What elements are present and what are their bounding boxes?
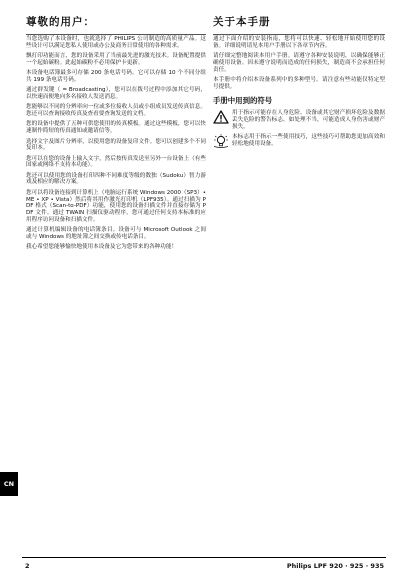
intro-paragraph: 当您选购了本设备时，也就选择了 PHILIPS 公司制造的高质量产品。这些设计可以满足您私人使用或办公及商务日常使用的各种需求。 <box>26 36 206 49</box>
outlook-paragraph: 通过计算机编辑设备的电话簿条目。设备可与 Microsoft Outlook 之间或与 Windows 的地址簿之间交换或传电话条目。 <box>26 227 206 240</box>
language-tab: CN <box>0 472 18 496</box>
light-bulb-tip-icon <box>213 134 229 148</box>
phonebook-paragraph: 本设备电话簿最多可存储 200 条电话号码。它可以存储 10 个不同分组共 199 条电话号码。 <box>26 70 206 83</box>
laser-paragraph: 飘打印功能而言，您的设备采用了当前最先进的激光技术。设备配置提供一个起始碳粉。此起始碳粉不必用保护卡更新。 <box>26 53 206 66</box>
tip-text: 本标志用于指示一些使用技巧，这些技巧可帮助您更加高效和轻松地使用设备。 <box>232 134 385 148</box>
warning-text: 用于指示可能存在人身危险、设备或其它财产损坏危险及数据丢失危险的警告标志。如处理不当，可能造成人身伤害或财产损失。 <box>232 110 385 130</box>
closing-paragraph: 我心希望您能够愉快地使用本设备及它为您带来的各种功能！ <box>26 244 178 251</box>
models-paragraph: 本手册中将介绍本设备系列中的多种型号。请注意有些功能仅特定型号提供。 <box>213 76 385 90</box>
tip-note <box>213 134 385 148</box>
sudoku-paragraph: 您还可以使用您的设备打印四种不同难度等级的数独（Sudoku）智力游戏及相应的解决方案。 <box>26 172 206 186</box>
warning-triangle-icon <box>213 110 229 124</box>
warning-note <box>213 110 385 130</box>
copy-paragraph: 选择文字及图片分辨率，以使用您的设备复印文件。您可以创建多个不同复印本。 <box>26 138 206 152</box>
fax-template-paragraph: 您的设备中提供了五种可供您使用的传真模板。通过这些模板，您可以快速制作简短的传真通知或邀请信等。 <box>26 121 206 135</box>
read-carefully-paragraph: 请仔细完整地阅读本用户手册。请遵守各种安装说明，以确保能够正确使用设备。因未遵守说明而造成的任何损失，制造商不会承担任何责任。 <box>213 53 385 73</box>
footer-rule <box>22 557 386 558</box>
greeting-title: 尊敬的用户： <box>26 16 95 28</box>
fax-resolution-paragraph: 您能够以不同的分辨率向一位或多位接收人员或小组成员发送传真信息。您还可以查询接收传真及查看要查询发送的文档。 <box>26 104 206 118</box>
text-fax-paragraph: 您可以在您的设备上输入文字，然后按传真发送至另外一台设备上（有些国家或网络不支持本功能）。 <box>26 155 206 169</box>
symbols-heading: 手册中用到的符号 <box>213 96 273 106</box>
right-column <box>213 14 385 152</box>
page-number: 2 <box>25 562 30 570</box>
broadcast-paragraph: 通过群发键（ = Broadcasting），您可以在拨号过程中添加其它号码，以快速而便地向多名接收人发送消息。 <box>26 87 206 100</box>
guide-paragraph: 通过下面介绍的安装指南，您将可以快速、轻松地开始使用您的设备。详细说明请见本用户手册以下各章节内容。 <box>213 36 385 49</box>
model-name: Philips LPF 920 · 925 · 935 <box>286 562 384 570</box>
left-column <box>26 14 206 255</box>
computer-paragraph: 您可以将设备连接到计算机上（电脑运行系统 Windows 2000（SP3）• ME • XP • Vista）然后将其用作激光打印机（LPF935）。通过扫描为 PDF 格式（Scan-to-PDF）功能，使用您的设备扫描文件并直接存储为 PDF 文件。通过 TWAIN 扫描仪驱动程序，您可通过任何支持本标准的应用程序访问设备和扫描文件。 <box>26 189 206 223</box>
manual-title: 关于本手册 <box>213 16 271 28</box>
